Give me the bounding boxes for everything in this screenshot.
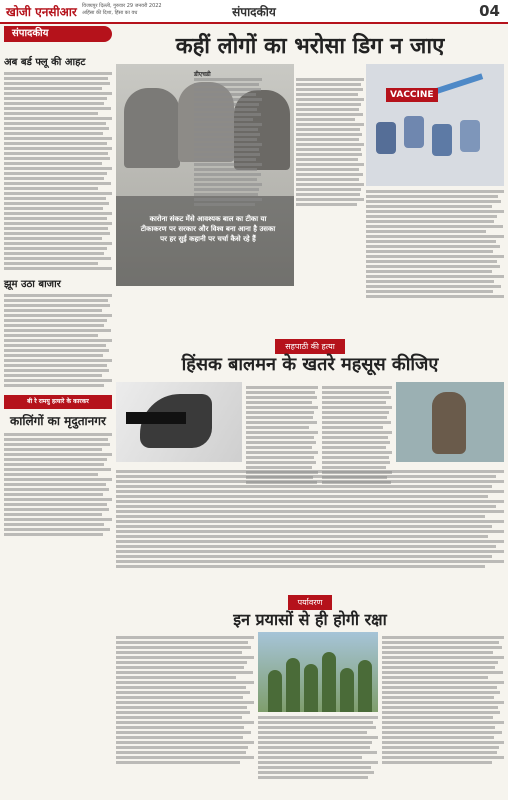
- main-column-2: [296, 78, 364, 208]
- main-column-3: [366, 190, 504, 300]
- main-subhead: डीएचडी: [194, 71, 211, 78]
- dateline-line-2: अहिंसा की दिशा, हिंसा का वध: [82, 10, 138, 16]
- dateline-line-1: विजयपुर दिल्ली, गुरुवार 29 जनवरी 2022: [82, 3, 162, 9]
- left-column: [4, 26, 112, 796]
- left-headline-3: कालिंगों का मृदुतानगर: [10, 414, 106, 428]
- second-story-text: [116, 470, 504, 570]
- left-headline-2: झूम उठा बाजार: [4, 279, 61, 290]
- environment-headline: इन प्रयासों से ही होगी रक्षा: [233, 610, 387, 629]
- environment-column-1: [116, 636, 254, 766]
- brand-logo: खोजी एनसीआर: [6, 5, 77, 19]
- masthead: [0, 0, 508, 24]
- left-text-block-1: [4, 72, 112, 270]
- second-story-headline: हिंसक बालमन के खतरे महसूस कीजिए: [181, 354, 439, 375]
- crime-photo: [116, 382, 242, 462]
- left-text-block-2: [4, 294, 112, 387]
- left-headline-1: अब बर्ड फ्लू की आहट: [4, 57, 86, 68]
- main-column-1: [194, 78, 262, 208]
- page-number: 04: [479, 2, 500, 20]
- forest-photo: [258, 632, 378, 712]
- second-story-tag: सहपाठी की हत्या: [116, 334, 504, 354]
- editorial-banner: संपादकीय: [4, 26, 112, 42]
- crime-banner: बी रे रामयु हत्यारे के कारकर: [4, 395, 112, 409]
- environment-column-2: [382, 636, 504, 766]
- left-text-block-3: [4, 433, 112, 536]
- main-headline: कहीं लोगों का भरोसा डिग न जाए: [175, 34, 445, 59]
- environment-column-3: [258, 716, 378, 781]
- vaccine-illustration: [366, 64, 504, 186]
- section-title: संपादकीय: [232, 5, 276, 19]
- photo-quote: कारोना संकट मेंसे आवश्यक बाल का टीका या टीकाकरण पर सरकार और विश्व बना आना है उसका पर हर सुई कहानी पर चर्चा कैसे रहे हैं: [140, 215, 276, 243]
- environment-tag: पर्यावरण: [116, 590, 504, 610]
- vaccine-label: VACCINE: [386, 88, 438, 102]
- student-portrait: [396, 382, 504, 462]
